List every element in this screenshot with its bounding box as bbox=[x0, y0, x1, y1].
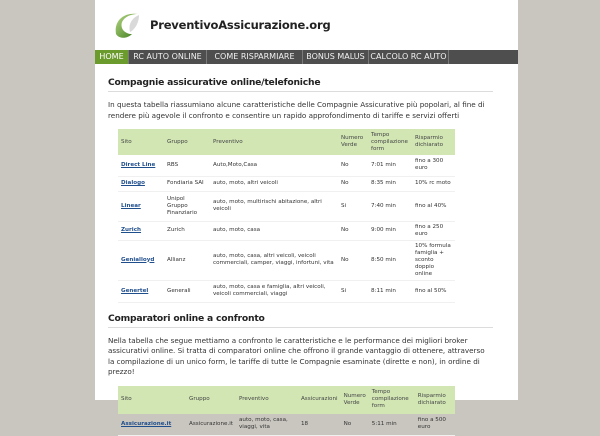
company-link[interactable]: Zurich bbox=[121, 227, 141, 233]
table-cell: auto, moto, casa bbox=[210, 221, 338, 240]
main-content bbox=[108, 64, 493, 436]
table-cell: RBS bbox=[164, 155, 210, 176]
company-link[interactable]: Dialogo bbox=[121, 180, 145, 186]
company-link-cell bbox=[118, 155, 164, 176]
table-cell: 18 bbox=[298, 414, 341, 436]
table-cell: Allianz bbox=[164, 240, 210, 280]
table-header-row bbox=[118, 386, 455, 414]
table-cell: Unipol Gruppo Finanziario bbox=[164, 191, 210, 221]
table-row bbox=[118, 280, 455, 302]
company-link-cell bbox=[118, 414, 186, 436]
table-cell: No bbox=[341, 414, 369, 436]
table-cell: 8:35 min bbox=[368, 176, 412, 191]
main-nav bbox=[95, 50, 518, 64]
table-cell: auto, moto, casa, altri veicoli, veicoli commerciali, camper, viaggi, infortuni, vita bbox=[210, 240, 338, 280]
comparatori-table bbox=[118, 386, 455, 436]
company-link-cell bbox=[118, 240, 164, 280]
col-header: Preventivo bbox=[210, 129, 338, 155]
table-row bbox=[118, 176, 455, 191]
table-cell: Auto,Moto,Casa bbox=[210, 155, 338, 176]
table-cell: auto, moto, casa e famiglia, altri veicoli, veicoli commerciali, viaggi bbox=[210, 280, 338, 302]
table-cell: 10% rc moto bbox=[412, 176, 455, 191]
table-cell: Assicurazione.it bbox=[186, 414, 236, 436]
col-header: Sito bbox=[118, 129, 164, 155]
table-cell: 8:11 min bbox=[368, 280, 412, 302]
company-link-cell bbox=[118, 221, 164, 240]
nav-item-rc-auto-online[interactable]: RC AUTO ONLINE bbox=[129, 50, 207, 64]
company-link-cell bbox=[118, 191, 164, 221]
table-row bbox=[118, 414, 455, 436]
table-cell: 7:01 min bbox=[368, 155, 412, 176]
table-cell: auto, moto, casa, viaggi, vita bbox=[236, 414, 298, 436]
table-cell: No bbox=[338, 240, 368, 280]
table-cell: No bbox=[338, 176, 368, 191]
page-container bbox=[95, 0, 518, 400]
table-cell: No bbox=[338, 155, 368, 176]
nav-item-come-risparmiare[interactable]: COME RISPARMIARE bbox=[207, 50, 303, 64]
table-row bbox=[118, 240, 455, 280]
table-row bbox=[118, 221, 455, 240]
company-link-cell bbox=[118, 176, 164, 191]
table-cell: Si bbox=[338, 191, 368, 221]
col-header: Risparmio dichiarato bbox=[415, 386, 455, 414]
table-cell: 7:40 min bbox=[368, 191, 412, 221]
table-cell: 5:11 min bbox=[369, 414, 415, 436]
green-leaf-logo-icon[interactable] bbox=[112, 10, 142, 40]
table-cell: Generali bbox=[164, 280, 210, 302]
col-header: Tempo compilazione form bbox=[369, 386, 415, 414]
site-header bbox=[95, 0, 518, 50]
site-title[interactable]: PreventivoAssicurazione.org bbox=[150, 18, 330, 32]
table-cell: fino al 50% bbox=[412, 280, 455, 302]
section-intro-compagnie: In questa tabella riassumiano alcune caratteristiche delle Compagnie Assicurative più popolari, al fine di rendere più agevole il confronto e consentire un rapido approfondimento di tariffe e servizi offerti bbox=[108, 100, 493, 121]
table-cell: 9:00 min bbox=[368, 221, 412, 240]
company-link[interactable]: Direct Line bbox=[121, 162, 155, 168]
table-cell: Zurich bbox=[164, 221, 210, 240]
table-cell: fino a 300 euro bbox=[412, 155, 455, 176]
table-cell: fino al 40% bbox=[412, 191, 455, 221]
table-cell: fino a 250 euro bbox=[412, 221, 455, 240]
col-header: Assicurazioni bbox=[298, 386, 341, 414]
table-cell: 8:50 min bbox=[368, 240, 412, 280]
compagnie-table bbox=[118, 129, 455, 303]
table-row bbox=[118, 155, 455, 176]
company-link[interactable]: Genialloyd bbox=[121, 257, 154, 263]
section-title-compagnie: Compagnie assicurative online/telefoniche bbox=[108, 77, 493, 92]
col-header: Numero Verde bbox=[338, 129, 368, 155]
col-header: Tempo compilazione form bbox=[368, 129, 412, 155]
section-intro-comparatori: Nella tabella che segue mettiamo a confronto le caratteristiche e le performance dei migliori broker assicurativi online. Si tratta di comparatori online che offrono il grande vantaggio di ottenere, attraverso la compilazione di un unico form, le tariffe di tutte le Compagnie esaminate (dirette e non), in ordine di prezzo! bbox=[108, 336, 493, 378]
company-link[interactable]: Assicurazione.it bbox=[121, 421, 171, 427]
table-cell: auto, moto, altri veicoli bbox=[210, 176, 338, 191]
table-cell: fino a 500 euro bbox=[415, 414, 455, 436]
table-row bbox=[118, 191, 455, 221]
company-link-cell bbox=[118, 280, 164, 302]
company-link[interactable]: Linear bbox=[121, 203, 141, 209]
nav-item-home[interactable]: HOME bbox=[95, 50, 129, 64]
table-cell: 10% formula famiglia + sconto doppio online bbox=[412, 240, 455, 280]
col-header: Sito bbox=[118, 386, 186, 414]
col-header: Numero Verde bbox=[341, 386, 369, 414]
col-header: Gruppo bbox=[164, 129, 210, 155]
nav-item-calcolo-rc-auto[interactable]: CALCOLO RC AUTO bbox=[369, 50, 449, 64]
section-title-comparatori: Comparatori online a confronto bbox=[108, 313, 493, 328]
col-header: Preventivo bbox=[236, 386, 298, 414]
col-header: Risparmio dichiarato bbox=[412, 129, 455, 155]
table-cell: auto, moto, multirischi abitazione, altri veicoli bbox=[210, 191, 338, 221]
table-cell: Fondiaria SAI bbox=[164, 176, 210, 191]
company-link[interactable]: Genertel bbox=[121, 288, 148, 294]
col-header: Gruppo bbox=[186, 386, 236, 414]
table-cell: Si bbox=[338, 280, 368, 302]
table-cell: No bbox=[338, 221, 368, 240]
table-header-row bbox=[118, 129, 455, 155]
nav-item-bonus-malus[interactable]: BONUS MALUS bbox=[303, 50, 369, 64]
